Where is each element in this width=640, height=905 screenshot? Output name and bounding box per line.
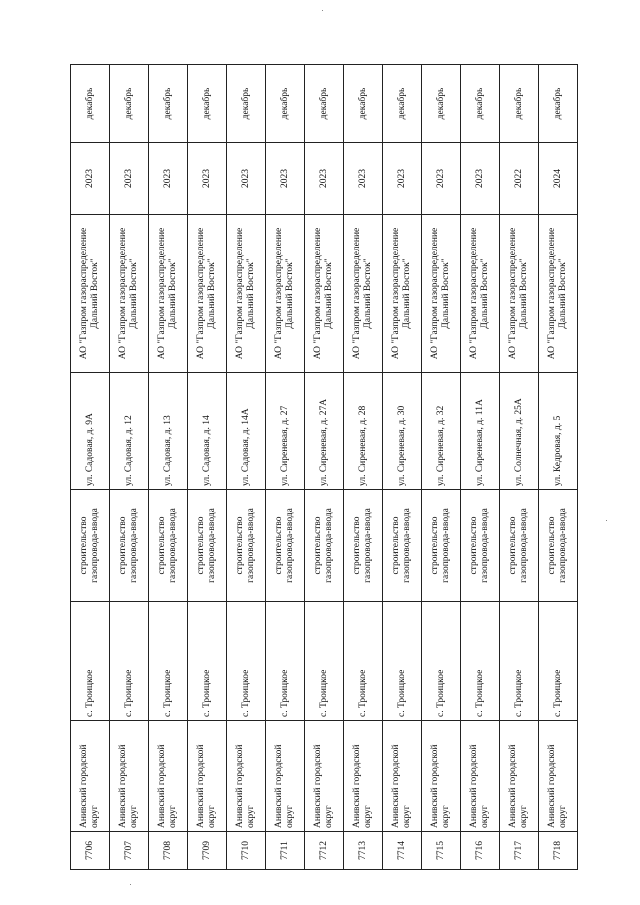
table-row bbox=[227, 65, 266, 870]
scan-speck bbox=[322, 10, 323, 11]
month-cell: декабрь bbox=[149, 65, 188, 143]
organization-cell: АО "Газпром газораспределение Дальний Восток" bbox=[383, 215, 422, 373]
row-number: 7716 bbox=[461, 832, 500, 870]
organization-cell: АО "Газпром газораспределение Дальний Восток" bbox=[71, 215, 110, 373]
table-row bbox=[266, 65, 305, 870]
district-cell: Анивский городской округ bbox=[305, 721, 344, 832]
organization-cell: АО "Газпром газораспределение Дальний Восток" bbox=[305, 215, 344, 373]
scan-speck bbox=[130, 884, 131, 885]
row-number: 7710 bbox=[227, 832, 266, 870]
month-cell: декабрь bbox=[500, 65, 539, 143]
row-number: 7711 bbox=[266, 832, 305, 870]
address-cell: ул. Солнечная, д. 25А bbox=[500, 373, 539, 490]
work-type-cell: строительство газопровода-ввода bbox=[227, 490, 266, 602]
address-cell: ул. Сиреневая, д. 11А bbox=[461, 373, 500, 490]
year-cell: 2023 bbox=[110, 143, 149, 215]
table-row bbox=[149, 65, 188, 870]
district-cell: Анивский городской округ bbox=[266, 721, 305, 832]
work-type-cell: строительство газопровода-ввода bbox=[305, 490, 344, 602]
table-row bbox=[71, 65, 110, 870]
year-cell: 2024 bbox=[539, 143, 578, 215]
year-cell: 2023 bbox=[188, 143, 227, 215]
table-row bbox=[305, 65, 344, 870]
settlement-cell: с. Троицкое bbox=[422, 602, 461, 721]
work-type-cell: строительство газопровода-ввода bbox=[149, 490, 188, 602]
address-cell: ул. Сиреневая, д. 32 bbox=[422, 373, 461, 490]
year-cell: 2022 bbox=[500, 143, 539, 215]
table-row bbox=[539, 65, 578, 870]
month-cell: декабрь bbox=[305, 65, 344, 143]
settlement-cell: с. Троицкое bbox=[539, 602, 578, 721]
district-cell: Анивский городской округ bbox=[110, 721, 149, 832]
work-type-cell: строительство газопровода-ввода bbox=[461, 490, 500, 602]
organization-cell: АО "Газпром газораспределение Дальний Восток" bbox=[188, 215, 227, 373]
row-number: 7713 bbox=[344, 832, 383, 870]
row-number: 7706 bbox=[71, 832, 110, 870]
address-cell: ул. Кедровая, д. 5 bbox=[539, 373, 578, 490]
work-type-cell: строительство газопровода-ввода bbox=[539, 490, 578, 602]
settlement-cell: с. Троицкое bbox=[149, 602, 188, 721]
organization-cell: АО "Газпром газораспределение Дальний Восток" bbox=[539, 215, 578, 373]
district-cell: Анивский городской округ bbox=[500, 721, 539, 832]
address-cell: ул. Сиреневая, д. 30 bbox=[383, 373, 422, 490]
month-cell: декабрь bbox=[188, 65, 227, 143]
address-cell: ул. Сиреневая, д. 27 bbox=[266, 373, 305, 490]
district-cell: Анивский городской округ bbox=[149, 721, 188, 832]
organization-cell: АО "Газпром газораспределение Дальний Восток" bbox=[227, 215, 266, 373]
table-row bbox=[188, 65, 227, 870]
district-cell: Анивский городской округ bbox=[188, 721, 227, 832]
year-cell: 2023 bbox=[305, 143, 344, 215]
table-row bbox=[383, 65, 422, 870]
work-type-cell: строительство газопровода-ввода bbox=[71, 490, 110, 602]
scan-speck bbox=[606, 520, 607, 521]
gasification-table bbox=[70, 64, 578, 870]
year-cell: 2023 bbox=[383, 143, 422, 215]
year-cell: 2023 bbox=[266, 143, 305, 215]
row-number: 7707 bbox=[110, 832, 149, 870]
work-type-cell: строительство газопровода-ввода bbox=[500, 490, 539, 602]
month-cell: декабрь bbox=[539, 65, 578, 143]
year-cell: 2023 bbox=[344, 143, 383, 215]
row-number: 7718 bbox=[539, 832, 578, 870]
address-cell: ул. Садовая, д. 14 bbox=[188, 373, 227, 490]
row-number: 7714 bbox=[383, 832, 422, 870]
settlement-cell: с. Троицкое bbox=[305, 602, 344, 721]
address-cell: ул. Садовая, д. 13 bbox=[149, 373, 188, 490]
month-cell: декабрь bbox=[266, 65, 305, 143]
work-type-cell: строительство газопровода-ввода bbox=[110, 490, 149, 602]
month-cell: декабрь bbox=[383, 65, 422, 143]
work-type-cell: строительство газопровода-ввода bbox=[383, 490, 422, 602]
month-cell: декабрь bbox=[461, 65, 500, 143]
settlement-cell: с. Троицкое bbox=[227, 602, 266, 721]
rotated-table-wrapper bbox=[70, 65, 578, 870]
table-row bbox=[461, 65, 500, 870]
month-cell: декабрь bbox=[422, 65, 461, 143]
settlement-cell: с. Троицкое bbox=[266, 602, 305, 721]
row-number: 7715 bbox=[422, 832, 461, 870]
settlement-cell: с. Троицкое bbox=[188, 602, 227, 721]
work-type-cell: строительство газопровода-ввода bbox=[266, 490, 305, 602]
organization-cell: АО "Газпром газораспределение Дальний Восток" bbox=[110, 215, 149, 373]
district-cell: Анивский городской округ bbox=[227, 721, 266, 832]
year-cell: 2023 bbox=[227, 143, 266, 215]
year-cell: 2023 bbox=[149, 143, 188, 215]
settlement-cell: с. Троицкое bbox=[461, 602, 500, 721]
settlement-cell: с. Троицкое bbox=[344, 602, 383, 721]
district-cell: Анивский городской округ bbox=[383, 721, 422, 832]
month-cell: декабрь bbox=[110, 65, 149, 143]
organization-cell: АО "Газпром газораспределение Дальний Восток" bbox=[344, 215, 383, 373]
row-number: 7709 bbox=[188, 832, 227, 870]
row-number: 7712 bbox=[305, 832, 344, 870]
table-row bbox=[422, 65, 461, 870]
district-cell: Анивский городской округ bbox=[71, 721, 110, 832]
month-cell: декабрь bbox=[71, 65, 110, 143]
address-cell: ул. Сиреневая, д. 28 bbox=[344, 373, 383, 490]
district-cell: Анивский городской округ bbox=[539, 721, 578, 832]
address-cell: ул. Сиреневая, д. 27А bbox=[305, 373, 344, 490]
district-cell: Анивский городской округ bbox=[422, 721, 461, 832]
settlement-cell: с. Троицкое bbox=[500, 602, 539, 721]
organization-cell: АО "Газпром газораспределение Дальний Восток" bbox=[461, 215, 500, 373]
organization-cell: АО "Газпром газораспределение Дальний Восток" bbox=[149, 215, 188, 373]
table-row bbox=[500, 65, 539, 870]
year-cell: 2023 bbox=[461, 143, 500, 215]
district-cell: Анивский городской округ bbox=[344, 721, 383, 832]
organization-cell: АО "Газпром газораспределение Дальний Восток" bbox=[500, 215, 539, 373]
address-cell: ул. Садовая, д. 9А bbox=[71, 373, 110, 490]
row-number: 7708 bbox=[149, 832, 188, 870]
address-cell: ул. Садовая, д. 12 bbox=[110, 373, 149, 490]
work-type-cell: строительство газопровода-ввода bbox=[188, 490, 227, 602]
settlement-cell: с. Троицкое bbox=[110, 602, 149, 721]
work-type-cell: строительство газопровода-ввода bbox=[344, 490, 383, 602]
address-cell: ул. Садовая, д. 14А bbox=[227, 373, 266, 490]
organization-cell: АО "Газпром газораспределение Дальний Восток" bbox=[266, 215, 305, 373]
month-cell: декабрь bbox=[344, 65, 383, 143]
table-body bbox=[71, 65, 578, 870]
work-type-cell: строительство газопровода-ввода bbox=[422, 490, 461, 602]
district-cell: Анивский городской округ bbox=[461, 721, 500, 832]
table-row bbox=[344, 65, 383, 870]
year-cell: 2023 bbox=[71, 143, 110, 215]
organization-cell: АО "Газпром газораспределение Дальний Восток" bbox=[422, 215, 461, 373]
settlement-cell: с. Троицкое bbox=[71, 602, 110, 721]
table-row bbox=[110, 65, 149, 870]
settlement-cell: с. Троицкое bbox=[383, 602, 422, 721]
row-number: 7717 bbox=[500, 832, 539, 870]
year-cell: 2023 bbox=[422, 143, 461, 215]
month-cell: декабрь bbox=[227, 65, 266, 143]
